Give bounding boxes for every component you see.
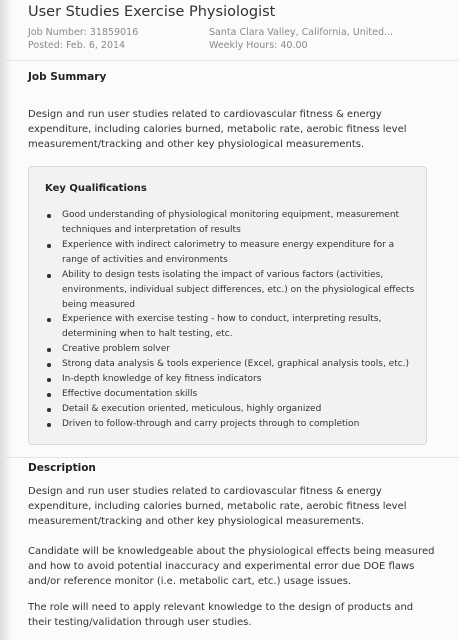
qualifications-list xyxy=(45,208,417,432)
list-item: Detail & execution oriented, meticulous, highly organized xyxy=(45,402,417,417)
bullet-icon xyxy=(47,214,51,218)
bullet-icon xyxy=(47,378,51,382)
description-paragraph: The role will need to apply relevant knowledge to the design of products and their testing/validation through user studies. xyxy=(28,602,414,628)
bullet-icon xyxy=(47,423,51,427)
list-item: Strong data analysis & tools experience (Excel, graphical analysis tools, etc.) xyxy=(45,357,417,372)
job-number: Job Number: 31859016 xyxy=(28,27,139,38)
description-paragraph: Candidate will be knowledgeable about the physiological effects being measured and how to avoid potential inaccuracy and experimental error due DOE flaws and/or reference monitor (i.e. metabolic cart, etc.) usage issues. xyxy=(28,546,435,587)
bullet-icon xyxy=(47,274,51,278)
divider xyxy=(0,60,459,61)
bullet-icon xyxy=(47,244,51,248)
job-summary-text: Design and run user studies related to cardiovascular fitness & energy expenditure, including calories burned, metabolic rate, aerobic fitness level measurement/tracking and other key physiological measurements. xyxy=(28,109,407,150)
list-item: Creative problem solver xyxy=(45,342,417,357)
bullet-icon xyxy=(47,363,51,367)
list-item: Experience with exercise testing - how to conduct, interpreting results, determining when to halt testing, etc. xyxy=(45,312,417,342)
bullet-icon xyxy=(47,318,51,322)
list-item: In-depth knowledge of key fitness indicators xyxy=(45,372,417,387)
posted-date: Posted: Feb. 6, 2014 xyxy=(28,40,126,51)
list-item: Good understanding of physiological monitoring equipment, measurement techniques and interpretation of results xyxy=(45,208,417,238)
bullet-icon xyxy=(47,348,51,352)
job-summary-heading: Job Summary xyxy=(28,71,107,83)
list-item: Ability to design tests isolating the impact of various factors (activities, environments, individual subject differences, etc.) on the physiological effects being measured xyxy=(45,268,417,312)
left-edge-shadow xyxy=(0,0,12,640)
list-item: Effective documentation skills xyxy=(45,387,417,402)
list-item: Experience with indirect calorimetry to measure energy expenditure for a range of activities and environments xyxy=(45,238,417,268)
job-location: Santa Clara Valley, California, United... xyxy=(209,27,394,38)
bullet-icon xyxy=(47,393,51,397)
key-qualifications-heading: Key Qualifications xyxy=(45,183,147,194)
list-item: Driven to follow-through and carry projects through to completion xyxy=(45,417,417,432)
divider xyxy=(0,457,459,458)
description-paragraph: Design and run user studies related to cardiovascular fitness & energy expenditure, including calories burned, metabolic rate, aerobic fitness level measurement/tracking and other key physiological measurements. xyxy=(28,486,407,527)
description-heading: Description xyxy=(28,462,96,474)
key-qualifications-panel xyxy=(28,166,427,445)
weekly-hours: Weekly Hours: 40.00 xyxy=(209,40,308,51)
bullet-icon xyxy=(47,408,51,412)
job-title: User Studies Exercise Physiologist xyxy=(28,4,276,20)
